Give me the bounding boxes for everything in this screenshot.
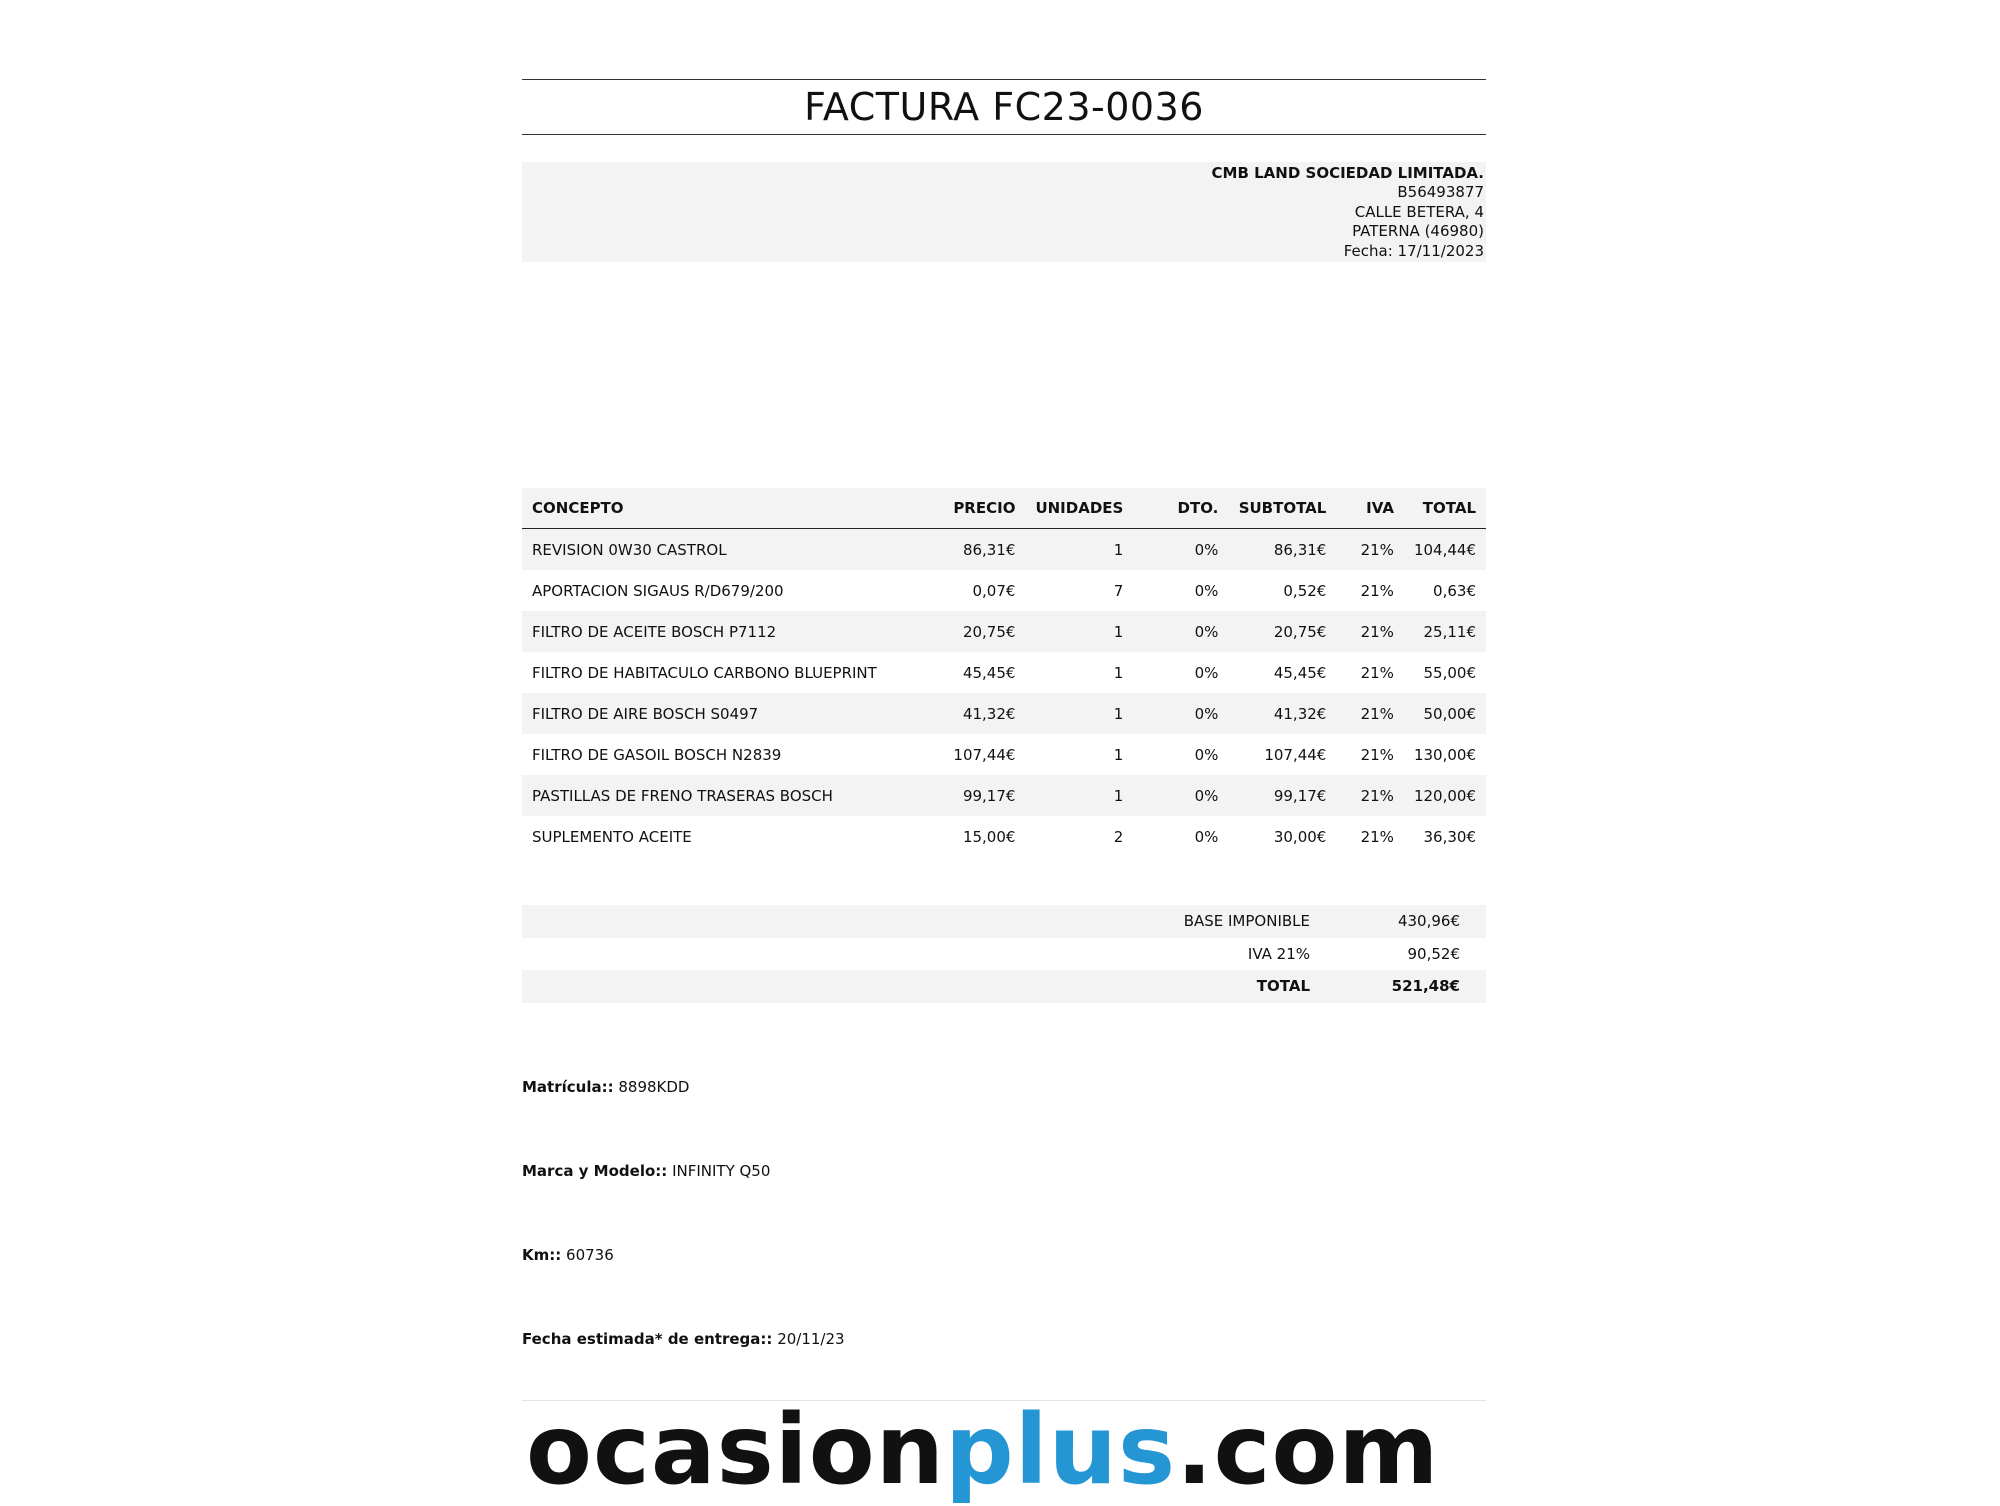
header-dto: DTO. bbox=[1133, 488, 1228, 529]
km-field bbox=[522, 1246, 614, 1264]
grand-total-value: 521,48€ bbox=[1391, 977, 1460, 996]
cell-precio: 15,00€ bbox=[962, 827, 1016, 846]
table-row bbox=[522, 570, 1486, 611]
cell-unidades: 1 bbox=[1025, 693, 1133, 734]
header-iva: IVA bbox=[1336, 488, 1404, 529]
cell-concepto: FILTRO DE GASOIL BOSCH N2839 bbox=[532, 745, 782, 764]
table-row bbox=[522, 611, 1486, 652]
cell-total: 36,30€ bbox=[1423, 827, 1476, 846]
iva-label: IVA 21% bbox=[1247, 944, 1310, 963]
cell-precio: 86,31€ bbox=[921, 529, 1025, 571]
entrega-label: Fecha estimada* de entrega:: bbox=[522, 1330, 773, 1348]
cell-total: 25,11€ bbox=[1404, 611, 1486, 652]
cell-unidades: 1 bbox=[1025, 775, 1133, 816]
cell-subtotal: 45,45€ bbox=[1273, 663, 1327, 682]
ocasionplus-logo bbox=[526, 1395, 1486, 1505]
logo-part-ocasion: ocasion bbox=[526, 1394, 945, 1506]
table-header-row bbox=[522, 488, 1486, 529]
modelo-label: Marca y Modelo:: bbox=[522, 1162, 668, 1180]
cell-iva: 21% bbox=[1336, 775, 1404, 816]
cell-dto: 0% bbox=[1133, 775, 1228, 816]
base-imponible-label: BASE IMPONIBLE bbox=[1183, 912, 1310, 931]
cell-unidades: 1 bbox=[1025, 529, 1133, 571]
company-address: CALLE BETERA, 4 bbox=[1354, 202, 1484, 221]
cell-iva: 21% bbox=[1360, 745, 1394, 764]
items-table bbox=[522, 488, 1486, 857]
company-cif: B56493877 bbox=[1397, 183, 1484, 202]
cell-precio: 99,17€ bbox=[921, 775, 1025, 816]
km-value: 60736 bbox=[566, 1246, 614, 1264]
cell-subtotal: 41,32€ bbox=[1228, 693, 1336, 734]
cell-concepto: REVISION 0W30 CASTROL bbox=[522, 529, 921, 571]
cell-subtotal: 86,31€ bbox=[1228, 529, 1336, 571]
cell-concepto: APORTACION SIGAUS R/D679/200 bbox=[532, 581, 784, 600]
cell-concepto: FILTRO DE AIRE BOSCH S0497 bbox=[522, 693, 921, 734]
base-imponible-value: 430,96€ bbox=[1397, 912, 1460, 931]
cell-subtotal: 20,75€ bbox=[1228, 611, 1336, 652]
cell-precio: 107,44€ bbox=[953, 745, 1016, 764]
cell-precio: 20,75€ bbox=[921, 611, 1025, 652]
cell-concepto: PASTILLAS DE FRENO TRASERAS BOSCH bbox=[522, 775, 921, 816]
cell-subtotal: 107,44€ bbox=[1264, 745, 1327, 764]
header-total: TOTAL bbox=[1404, 488, 1486, 529]
cell-total: 130,00€ bbox=[1413, 745, 1476, 764]
entrega-field bbox=[522, 1330, 845, 1348]
logo-part-com: .com bbox=[1176, 1394, 1440, 1506]
cell-iva: 21% bbox=[1336, 611, 1404, 652]
cell-subtotal: 99,17€ bbox=[1228, 775, 1336, 816]
cell-iva: 21% bbox=[1360, 581, 1394, 600]
cell-total: 0,63€ bbox=[1433, 581, 1476, 600]
km-label: Km:: bbox=[522, 1246, 562, 1264]
cell-iva: 21% bbox=[1336, 693, 1404, 734]
header-unidades: UNIDADES bbox=[1025, 488, 1133, 529]
cell-dto: 0% bbox=[1133, 611, 1228, 652]
logo-part-plus: plus bbox=[944, 1394, 1177, 1506]
matricula-field bbox=[522, 1078, 690, 1096]
company-city: PATERNA (46980) bbox=[1352, 222, 1484, 241]
cell-dto: 0% bbox=[1194, 581, 1219, 600]
cell-dto: 0% bbox=[1194, 745, 1219, 764]
iva-row bbox=[522, 938, 1486, 971]
cell-total: 104,44€ bbox=[1404, 529, 1486, 571]
cell-unidades: 7 bbox=[1113, 581, 1124, 600]
cell-total: 50,00€ bbox=[1404, 693, 1486, 734]
table-row bbox=[522, 816, 1486, 857]
table-row bbox=[522, 652, 1486, 693]
header-subtotal: SUBTOTAL bbox=[1228, 488, 1336, 529]
cell-iva: 21% bbox=[1336, 529, 1404, 571]
cell-dto: 0% bbox=[1133, 529, 1228, 571]
cell-iva: 21% bbox=[1360, 663, 1394, 682]
cell-unidades: 1 bbox=[1113, 745, 1124, 764]
company-info bbox=[522, 162, 1486, 262]
iva-value: 90,52€ bbox=[1407, 944, 1460, 963]
table-row bbox=[522, 775, 1486, 816]
header-precio: PRECIO bbox=[921, 488, 1025, 529]
cell-concepto: SUPLEMENTO ACEITE bbox=[532, 827, 692, 846]
matricula-value: 8898KDD bbox=[618, 1078, 690, 1096]
cell-precio: 41,32€ bbox=[921, 693, 1025, 734]
cell-precio: 0,07€ bbox=[972, 581, 1016, 600]
cell-total: 120,00€ bbox=[1404, 775, 1486, 816]
cell-dto: 0% bbox=[1194, 663, 1219, 682]
cell-concepto: FILTRO DE ACEITE BOSCH P7112 bbox=[522, 611, 921, 652]
cell-unidades: 2 bbox=[1113, 827, 1124, 846]
cell-unidades: 1 bbox=[1113, 663, 1124, 682]
cell-iva: 21% bbox=[1360, 827, 1394, 846]
cell-total: 55,00€ bbox=[1423, 663, 1476, 682]
header-concepto: CONCEPTO bbox=[522, 488, 921, 529]
invoice-title: FACTURA FC23-0036 bbox=[804, 85, 1204, 129]
cell-unidades: 1 bbox=[1025, 611, 1133, 652]
grand-total-label: TOTAL bbox=[1256, 977, 1310, 996]
invoice-date: Fecha: 17/11/2023 bbox=[1343, 241, 1484, 260]
totals-block bbox=[522, 905, 1486, 1003]
matricula-label: Matrícula:: bbox=[522, 1078, 614, 1096]
cell-dto: 0% bbox=[1194, 827, 1219, 846]
base-imponible-row bbox=[522, 905, 1486, 938]
entrega-value: 20/11/23 bbox=[777, 1330, 845, 1348]
modelo-field bbox=[522, 1162, 770, 1180]
cell-subtotal: 30,00€ bbox=[1273, 827, 1327, 846]
cell-precio: 45,45€ bbox=[962, 663, 1016, 682]
cell-dto: 0% bbox=[1133, 693, 1228, 734]
table-row bbox=[522, 734, 1486, 775]
modelo-value: INFINITY Q50 bbox=[672, 1162, 771, 1180]
table-row bbox=[522, 693, 1486, 734]
company-name: CMB LAND SOCIEDAD LIMITADA. bbox=[1211, 164, 1484, 182]
cell-concepto: FILTRO DE HABITACULO CARBONO BLUEPRINT bbox=[532, 663, 877, 682]
grand-total-row bbox=[522, 970, 1486, 1003]
table-row bbox=[522, 529, 1486, 571]
cell-subtotal: 0,52€ bbox=[1283, 581, 1327, 600]
invoice-title-bar bbox=[522, 79, 1486, 135]
